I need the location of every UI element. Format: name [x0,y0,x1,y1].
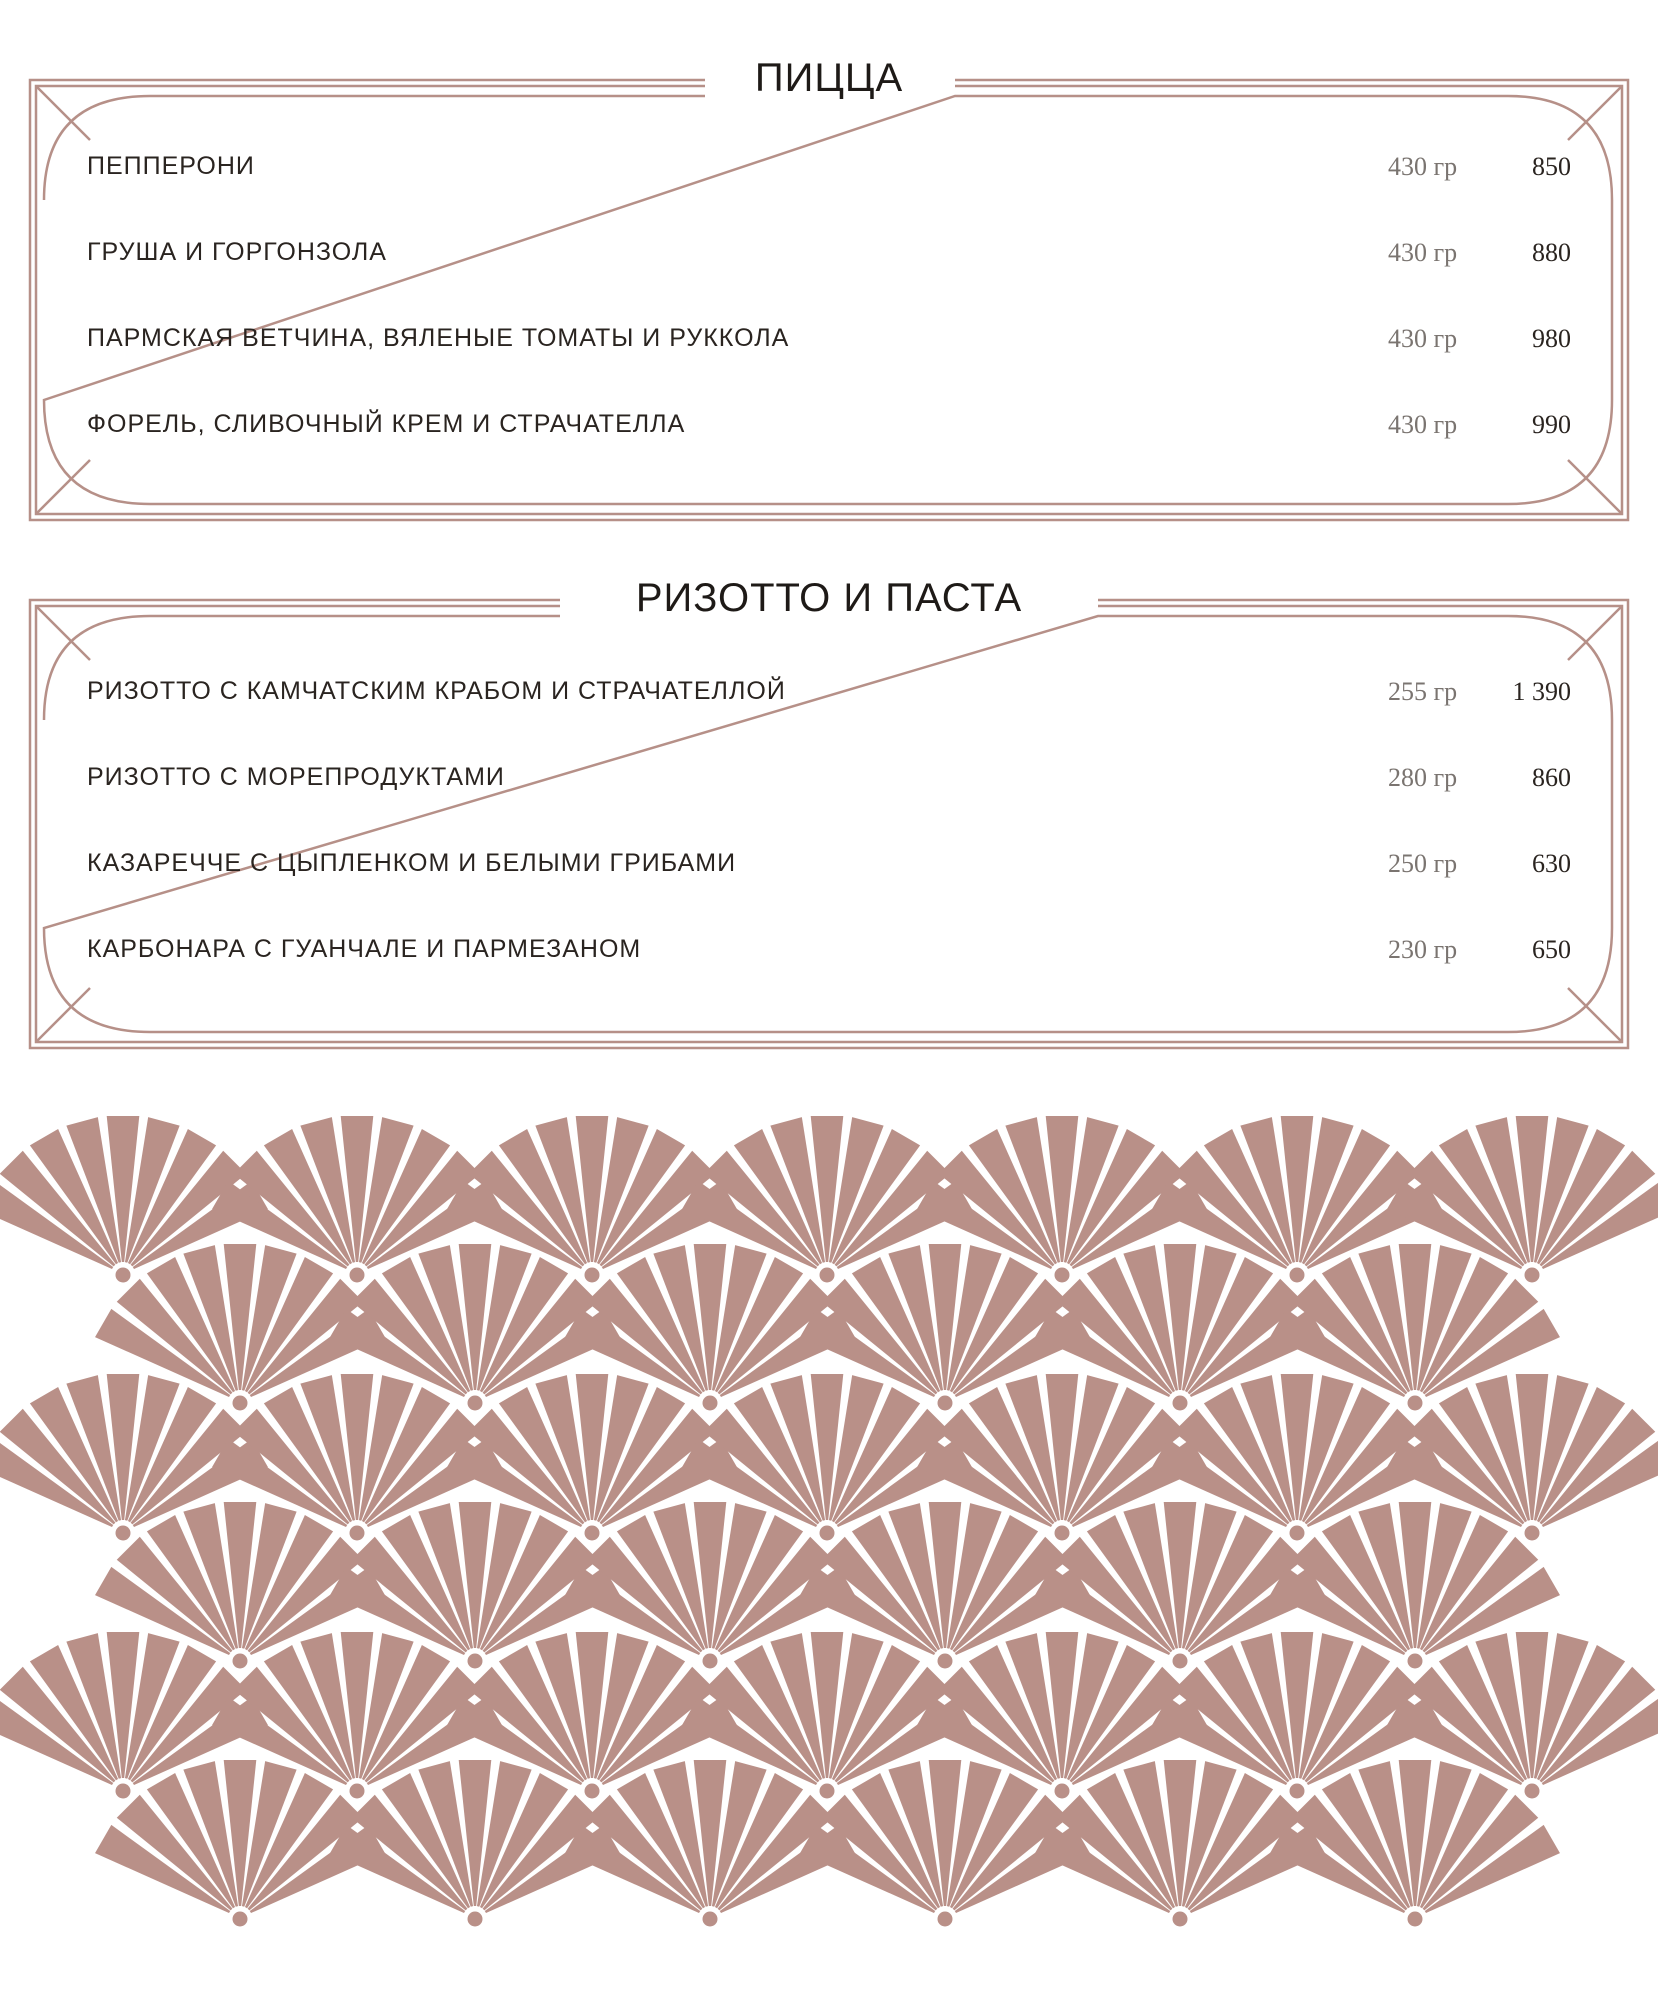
fan-dot [585,1784,600,1799]
item-price: 880 [1532,238,1571,267]
item-name: ФОРЕЛЬ, СЛИВОЧНЫЙ КРЕМ И СТРАЧАТЕЛЛА [87,410,686,438]
item-price: 630 [1532,849,1571,878]
fan-dot [233,1396,248,1411]
fan-dot [703,1396,718,1411]
fan-dot [350,1526,365,1541]
item-weight: 250 гр [1388,849,1458,878]
item-name: КАЗАРЕЧЧЕ С ЦЫПЛЕНКОМ И БЕЛЫМИ ГРИБАМИ [87,849,737,877]
fan-dot [1290,1268,1305,1283]
section-title: РИЗОТТО И ПАСТА [635,576,1023,620]
menu-item [0,238,1658,278]
item-name: РИЗОТТО С МОРЕПРОДУКТАМИ [87,763,505,791]
item-name: ПАРМСКАЯ ВЕТЧИНА, ВЯЛЕНЫЕ ТОМАТЫ И РУККОЛА [87,324,790,352]
fan-dot [116,1526,131,1541]
item-name: ГРУША И ГОРГОНЗОЛА [87,238,387,266]
fan-dot [820,1784,835,1799]
item-weight: 430 гр [1388,152,1458,181]
fan-dot [1173,1396,1188,1411]
fan-dot [350,1784,365,1799]
item-price: 990 [1532,410,1571,439]
item-price: 980 [1532,324,1571,353]
menu-item [0,763,1658,803]
fan-dot [1525,1268,1540,1283]
item-price: 860 [1532,763,1571,792]
item-name: ПЕППЕРОНИ [87,152,255,180]
item-weight: 280 гр [1388,763,1458,792]
fan-dot [116,1784,131,1799]
item-name: РИЗОТТО С КАМЧАТСКИМ КРАБОМ И СТРАЧАТЕЛЛОЙ [87,677,786,705]
fan-dot [1055,1526,1070,1541]
item-price: 650 [1532,935,1571,964]
item-price: 850 [1532,152,1571,181]
fan-dot [116,1268,131,1283]
item-weight: 430 гр [1388,238,1458,267]
fan-dot [233,1654,248,1669]
fan-dot [703,1912,718,1927]
fan-dot [1525,1526,1540,1541]
fan-dot [468,1654,483,1669]
fan-dot [585,1268,600,1283]
fan-dot [1408,1912,1423,1927]
item-price: 1 390 [1512,677,1571,706]
fan-dot [468,1396,483,1411]
fan-dot [1173,1912,1188,1927]
fan-dot [1408,1396,1423,1411]
fan-dot [468,1912,483,1927]
fan-dot [585,1526,600,1541]
fan-dot [1055,1268,1070,1283]
fan-dot [820,1526,835,1541]
fan-dot [938,1654,953,1669]
fan-dot [938,1396,953,1411]
menu-item [0,324,1658,364]
fan-dot [1173,1654,1188,1669]
item-weight: 430 гр [1388,410,1458,439]
menu-item [0,849,1658,889]
section-title: ПИЦЦА [754,56,904,100]
fan-dot [1525,1784,1540,1799]
item-name: КАРБОНАРА С ГУАНЧАЛЕ И ПАРМЕЗАНОМ [87,935,642,963]
fan-dot [820,1268,835,1283]
fan-dot [938,1912,953,1927]
fan-dot [1290,1784,1305,1799]
fan-dot [1408,1654,1423,1669]
menu-item [0,152,1658,192]
item-weight: 255 гр [1388,677,1458,706]
item-weight: 430 гр [1388,324,1458,353]
item-weight: 230 гр [1388,935,1458,964]
fan-dot [233,1912,248,1927]
menu-item [0,935,1658,975]
menu-item [0,677,1658,717]
fan-dot [1290,1526,1305,1541]
decorative-fan-pattern [0,1080,1658,2008]
fan-dot [350,1268,365,1283]
fan-dot [703,1654,718,1669]
menu-item [0,410,1658,450]
fan-dot [1055,1784,1070,1799]
